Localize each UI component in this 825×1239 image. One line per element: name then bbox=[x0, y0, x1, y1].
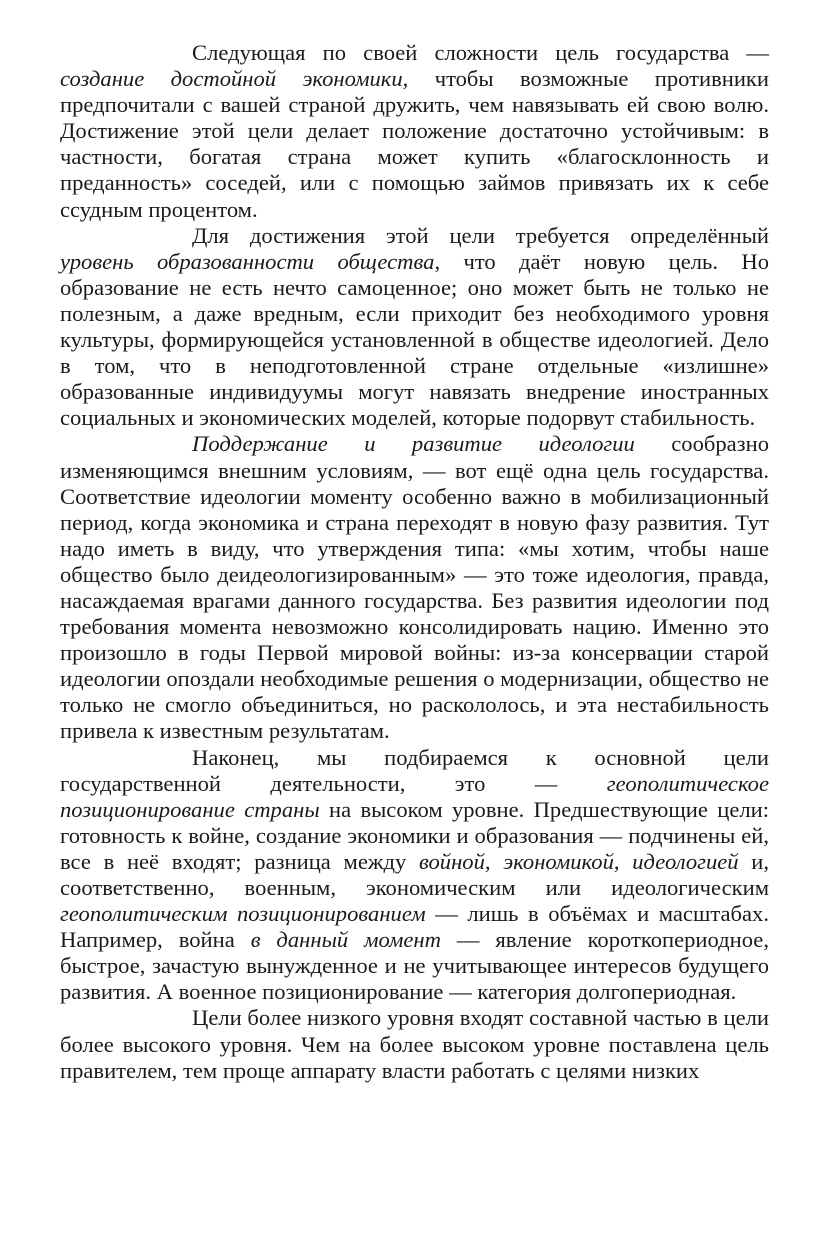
italic-run: Поддержание и развитие идеологии bbox=[192, 431, 635, 457]
italic-run: в данный момент bbox=[250, 927, 441, 953]
italic-run: войной bbox=[418, 848, 485, 874]
text-run: Наконец, мы подбираемся к основной цели государственной деятельности, это — bbox=[60, 744, 769, 796]
text-run: Цели более низкого уровня входят составной частью в цели более высокого уровня. Чем на более высоком уровне поставлена цель правителем, тем проще аппарату власти работать с целями низких bbox=[60, 1005, 769, 1083]
text-run: — лишь в объёмах и масштабах. Например, война bbox=[60, 901, 770, 953]
text-run: , что даёт новую цель. Но образование не есть нечто самоценное; оно может быть не только не полезным, а даже вредным, если приходит без необходимого уровня культуры, формирующейся установленной в обществе идеологией. Дело в том, что в неподготовленной стране отдельные «излишне» образованные индивидуумы могут навязать внедрение иностранных социальных и экономических моделей, которые подорвут стабильность. bbox=[60, 248, 769, 431]
paragraph-education bbox=[60, 223, 769, 432]
text-run: и, соответственно, военным, экономическим или идеологическим bbox=[60, 848, 770, 900]
italic-run: идеологией bbox=[632, 848, 739, 874]
text-run: , чтобы возможные противники предпочитали с вашей страной дружить, чем навязывать ей свою волю. Достижение этой цели делает положение достаточно устойчивым: в частности, богатая страна может купить «благосклонность и преданность» соседей, или с помощью займов привязать их к себе ссудным процентом. bbox=[60, 66, 769, 222]
text-run: Следующая по своей сложности цель государства — bbox=[192, 40, 769, 65]
paragraph-goal-levels bbox=[60, 1005, 769, 1083]
italic-run: геополитическое позиционирование страны bbox=[60, 770, 769, 822]
text-run: Для достижения этой цели требуется определённый bbox=[192, 222, 769, 248]
italic-run: экономикой bbox=[503, 848, 614, 874]
italic-run: геополитическим позиционированием bbox=[60, 901, 426, 927]
text-run: , bbox=[613, 848, 633, 874]
text-run: на высоком уровне. Предшествующие цели: готовность к войне, создание экономики и образования — подчинены ей, все в неё входят; разница между bbox=[60, 796, 770, 874]
text-run: — явление короткопериодное, быстрое, зачастую вынужденное и не учитывающее интересов будущего развития. А военное позиционирование — категория долгопериодная. bbox=[60, 927, 769, 1005]
italic-run: создание достойной экономики bbox=[60, 66, 403, 92]
italic-run: уровень образованности общества bbox=[60, 248, 435, 274]
paragraph-economy bbox=[60, 40, 769, 223]
paragraph-geopolitics bbox=[60, 745, 769, 1006]
text-run: , bbox=[484, 848, 504, 874]
text-run: сообразно изменяющимся внешним условиям, — вот ещё одна цель государства. Соответствие идеологии моменту особенно важно в мобилизационный период, когда экономика и страна переходят в новую фазу развития. Тут надо иметь в виду, что утверждения типа: «мы хотим, чтобы наше общество было деидеологизированным» — это тоже идеология, правда, насаждаемая врагами данного государства. Без развития идеологии под требования момента невозможно консолидировать нацию. Именно это произошло в годы Первой мировой войны: из-за консервации старой идеологии опоздали необходимые решения о модернизации, общество не только не смогло объединиться, но раскололось, и эта нестабильность привела к известным результатам. bbox=[60, 431, 769, 744]
paragraph-ideology bbox=[60, 431, 769, 744]
